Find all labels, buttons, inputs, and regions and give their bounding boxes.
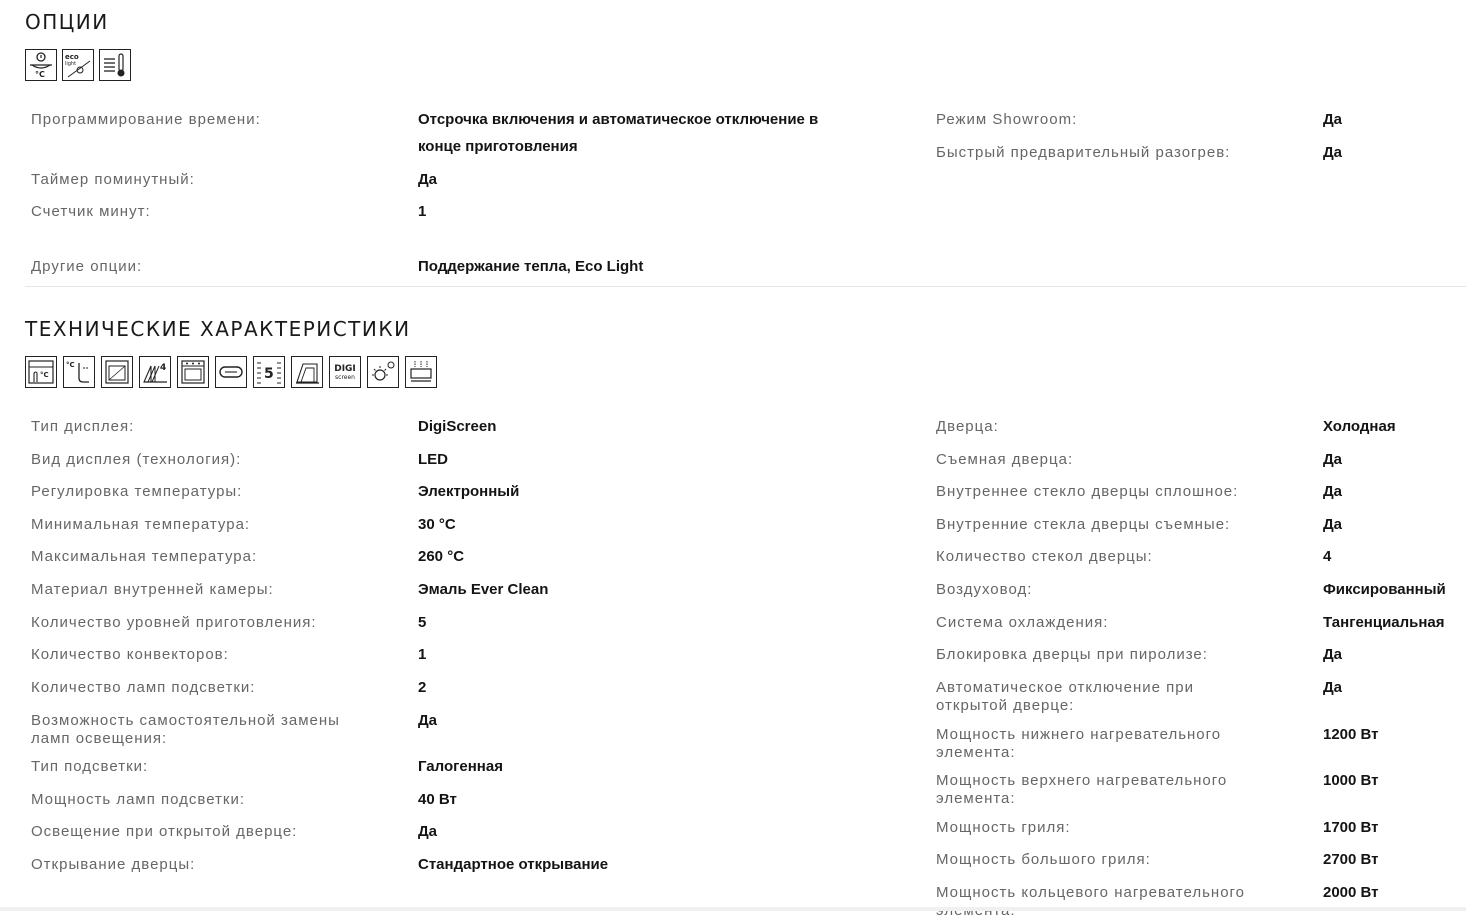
spec-value: 1000 Вт: [1323, 772, 1379, 789]
spec-label: Блокировка дверцы при пиролизе:: [936, 646, 1208, 663]
spec-label: Дверца:: [936, 418, 999, 435]
svg-text:°C: °C: [66, 361, 75, 369]
spec-value: Холодная: [1323, 418, 1396, 435]
rapid-preheat-icon: [99, 49, 131, 81]
heating-element-icon: [405, 356, 437, 388]
spec-label: Тип подсветки:: [31, 758, 149, 775]
spec-label: Программирование времени:: [31, 111, 261, 128]
oven-cavity-icon: [177, 356, 209, 388]
spec-label: Мощность большого гриля:: [936, 851, 1151, 868]
spec-value: Поддержание тепла, Eco Light: [418, 258, 644, 275]
spec-label: Тип дисплея:: [31, 418, 135, 435]
spec-value: Галогенная: [418, 758, 503, 775]
spec-value: Да: [418, 823, 438, 840]
spec-label: Счетчик минут:: [31, 203, 151, 220]
eco-light-icon: [62, 49, 94, 81]
spec-value: 1700 Вт: [1323, 819, 1379, 836]
spec-label: Внутреннее стекло дверцы сплошное:: [936, 483, 1239, 500]
spec-value: Да: [1323, 144, 1343, 161]
svg-text:°C: °C: [35, 70, 45, 79]
spec-label: Материал внутренней камеры:: [31, 581, 274, 598]
touch-control-icon: [25, 356, 57, 388]
spec-label: Воздуховод:: [936, 581, 1033, 598]
spec-label: Количество уровней приготовления:: [31, 614, 317, 631]
spec-value: DigiScreen: [418, 418, 497, 435]
bottom-edge: [0, 907, 1466, 911]
spec-label: Максимальная температура:: [31, 548, 258, 565]
spec-value: 1: [418, 203, 427, 220]
spec-label: Таймер поминутный:: [31, 171, 195, 188]
spec-value: Да: [418, 171, 438, 188]
options-section-title: ОПЦИИ: [25, 10, 109, 34]
spec-label: Съемная дверца:: [936, 451, 1074, 468]
spec-label: Минимальная температура:: [31, 516, 251, 533]
spec-value: 4: [1323, 548, 1332, 565]
spec-value: Фиксированный: [1323, 581, 1446, 598]
lamp-icon: [367, 356, 399, 388]
ring-element-icon: [215, 356, 247, 388]
spec-value: Да: [1323, 516, 1343, 533]
svg-text:4: 4: [160, 363, 167, 373]
spec-value: Да: [1323, 483, 1343, 500]
spec-value: Эмаль Ever Clean: [418, 581, 549, 598]
spec-value: LED: [418, 451, 448, 468]
spec-value: 40 Вт: [418, 791, 457, 808]
spec-value: 2000 Вт: [1323, 884, 1379, 901]
spec-value: Электронный: [418, 483, 520, 500]
svg-text:light: light: [65, 61, 77, 67]
spec-label: Режим Showroom:: [936, 111, 1078, 128]
spec-value: 2: [418, 679, 427, 696]
spec-value: Тангенциальная: [1323, 614, 1445, 631]
spec-value: Отсрочка включения и автоматическое отключение в конце приготовления: [418, 111, 819, 155]
svg-text:DIGI: DIGI: [334, 364, 356, 374]
spec-label: Освещение при открытой дверце:: [31, 823, 298, 840]
spec-value: 1200 Вт: [1323, 726, 1379, 743]
spec-value: Да: [418, 712, 438, 729]
spec-label: Система охлаждения:: [936, 614, 1109, 631]
svg-text:°C: °C: [40, 371, 49, 379]
spec-label: Количество ламп подсветки:: [31, 679, 256, 696]
spec-value: Да: [1323, 646, 1343, 663]
spec-value: Да: [1323, 111, 1343, 128]
spec-label: Регулировка температуры:: [31, 483, 243, 500]
tech-section-title: ТЕХНИЧЕСКИЕ ХАРАКТЕРИСТИКИ: [25, 317, 411, 341]
spec-label: Мощность верхнего нагревательного элемента:: [936, 772, 1228, 807]
spec-value: 1: [418, 646, 427, 663]
temperature-probe-icon: [25, 49, 57, 81]
spec-label: Мощность нижнего нагревательного элемента:: [936, 726, 1222, 761]
options-icon-row: [25, 49, 136, 81]
svg-text:5: 5: [264, 366, 274, 382]
spec-label: Открывание дверцы:: [31, 856, 196, 873]
svg-text:eco: eco: [65, 53, 79, 61]
spec-label: Количество стекол дверцы:: [936, 548, 1153, 565]
spec-label: Мощность кольцевого нагревательного: [936, 884, 1246, 901]
spec-label: Внутренние стекла дверцы съемные:: [936, 516, 1231, 533]
tech-icon-row: [25, 356, 442, 388]
spec-value: 5: [418, 614, 427, 631]
spec-label: Другие опции:: [31, 258, 143, 275]
spec-value: Да: [1323, 679, 1343, 696]
spec-value: 2700 Вт: [1323, 851, 1379, 868]
door-icon: [101, 356, 133, 388]
spec-value: Стандартное открывание: [418, 856, 609, 873]
spec-label: Вид дисплея (технология):: [31, 451, 242, 468]
spec-label: Мощность ламп подсветки:: [31, 791, 246, 808]
five-levels-icon: [253, 356, 285, 388]
spec-label: Возможность самостоятельной замены ламп освещения:: [31, 712, 340, 747]
spec-label: Количество конвекторов:: [31, 646, 229, 663]
spec-value: Да: [1323, 451, 1343, 468]
spec-label: Автоматическое отключение при открытой дверце:: [936, 679, 1194, 714]
removable-door-icon: [291, 356, 323, 388]
section-divider: [25, 286, 1466, 287]
spec-label: Мощность гриля:: [936, 819, 1071, 836]
four-glass-door-icon: [139, 356, 171, 388]
temperature-probe-icon: [63, 356, 95, 388]
spec-label: Быстрый предварительный разогрев:: [936, 144, 1231, 161]
svg-text:screen: screen: [335, 374, 355, 381]
spec-value: 260 °C: [418, 548, 465, 565]
spec-value: 30 °C: [418, 516, 456, 533]
digiscreen-icon: [329, 356, 361, 388]
